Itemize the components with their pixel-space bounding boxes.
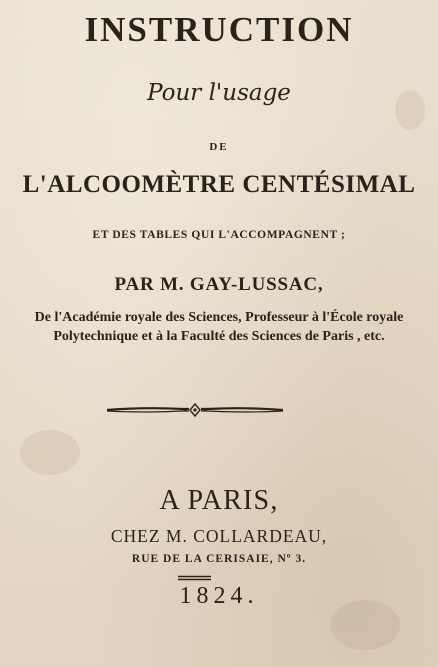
paper-stain xyxy=(20,430,80,475)
affiliation-line-2: Polytechnique et à la Faculté des Sciences de Paris , etc. xyxy=(53,329,385,344)
connector-text: DE xyxy=(209,141,229,153)
affiliation-line-1: De l'Académie royale des Sciences, Professeur à l'École royale xyxy=(34,310,404,325)
ornament-rule-icon xyxy=(105,400,285,420)
page-title: INSTRUCTION xyxy=(84,10,354,49)
imprint-street: RUE DE LA CERISAIE, Nº 3. xyxy=(131,553,307,565)
imprint-city: A PARIS, xyxy=(159,485,279,516)
imprint-publisher: CHEZ M. COLLARDEAU, xyxy=(110,526,328,546)
short-rule-icon xyxy=(178,575,211,581)
script-subtitle: Pour l'usage xyxy=(147,80,291,106)
subject-heading: L'ALCOOMÈTRE CENTÉSIMAL xyxy=(22,171,416,198)
author-line: PAR M. GAY-LUSSAC, xyxy=(114,274,324,295)
publication-year: 1824. xyxy=(179,583,259,609)
subject-continuation: ET DES TABLES QUI L'ACCOMPAGNENT ; xyxy=(92,229,346,241)
